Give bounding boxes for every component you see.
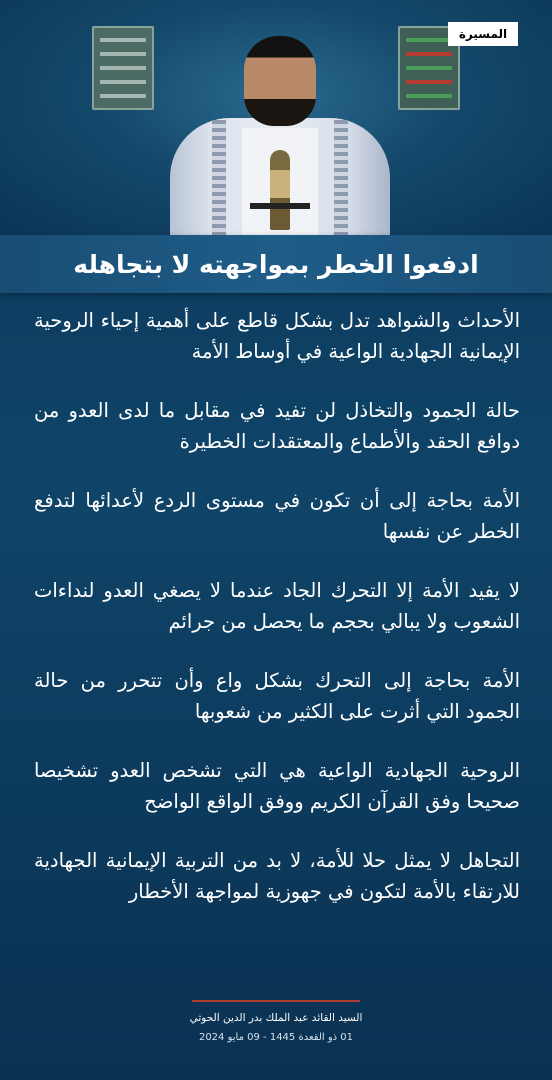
quote-paragraph: الروحية الجهادية الواعية هي التي تشخص العدو تشخيصا صحيحا وفق القرآن الكريم ووفق الواقع الواضح xyxy=(34,759,520,813)
speaker-photo xyxy=(0,0,552,235)
quote-paragraph: الأمة بحاجة إلى أن تكون في مستوى الردع لأعدائها لتدفع الخطر عن نفسها xyxy=(34,489,520,543)
title-bar xyxy=(0,235,552,293)
page-title: ادفعوا الخطر بمواجهته لا بتجاهله xyxy=(73,249,479,279)
quote-paragraph: لا يفيد الأمة إلا التحرك الجاد عندما لا يصغي العدو لنداءات الشعوب ولا يبالي بحجم ما يحصل من جرائم xyxy=(34,579,520,633)
footer xyxy=(0,1000,552,1043)
quotes-list xyxy=(34,305,520,935)
quote-paragraph: الأمة بحاجة إلى التحرك بشكل واع وأن تتحرر من حالة الجمود التي أثرت على الكثير من شعوبها xyxy=(34,669,520,723)
quote-paragraph: حالة الجمود والتخاذل لن تفيد في مقابل ما لدى العدو من دوافع الحقد والأطماع والمعتقدات الخطيرة xyxy=(34,399,520,453)
wall-banner-left xyxy=(92,26,154,110)
footer-divider xyxy=(192,1000,360,1002)
speaker-figure xyxy=(170,18,390,235)
channel-logo xyxy=(448,22,518,46)
channel-logo-text: المسيرة xyxy=(458,27,508,41)
quote-paragraph: التجاهل لا يمثل حلا للأمة، لا بد من التربية الإيمانية الجهادية للارتقاء بالأمة لتكون في جهوزية لمواجهة الأخطار xyxy=(34,849,520,903)
microphone-icon xyxy=(250,203,310,209)
publish-date: 01 ذو القعدة 1445 - 09 مايو 2024 xyxy=(198,1032,354,1043)
author-credit: السيد القائد عبد الملك بدر الدين الحوثي xyxy=(189,1012,363,1024)
quote-paragraph: الأحداث والشواهد تدل بشكل قاطع على أهمية إحياء الروحية الإيمانية الجهادية الواعية في أوساط الأمة xyxy=(34,309,520,363)
